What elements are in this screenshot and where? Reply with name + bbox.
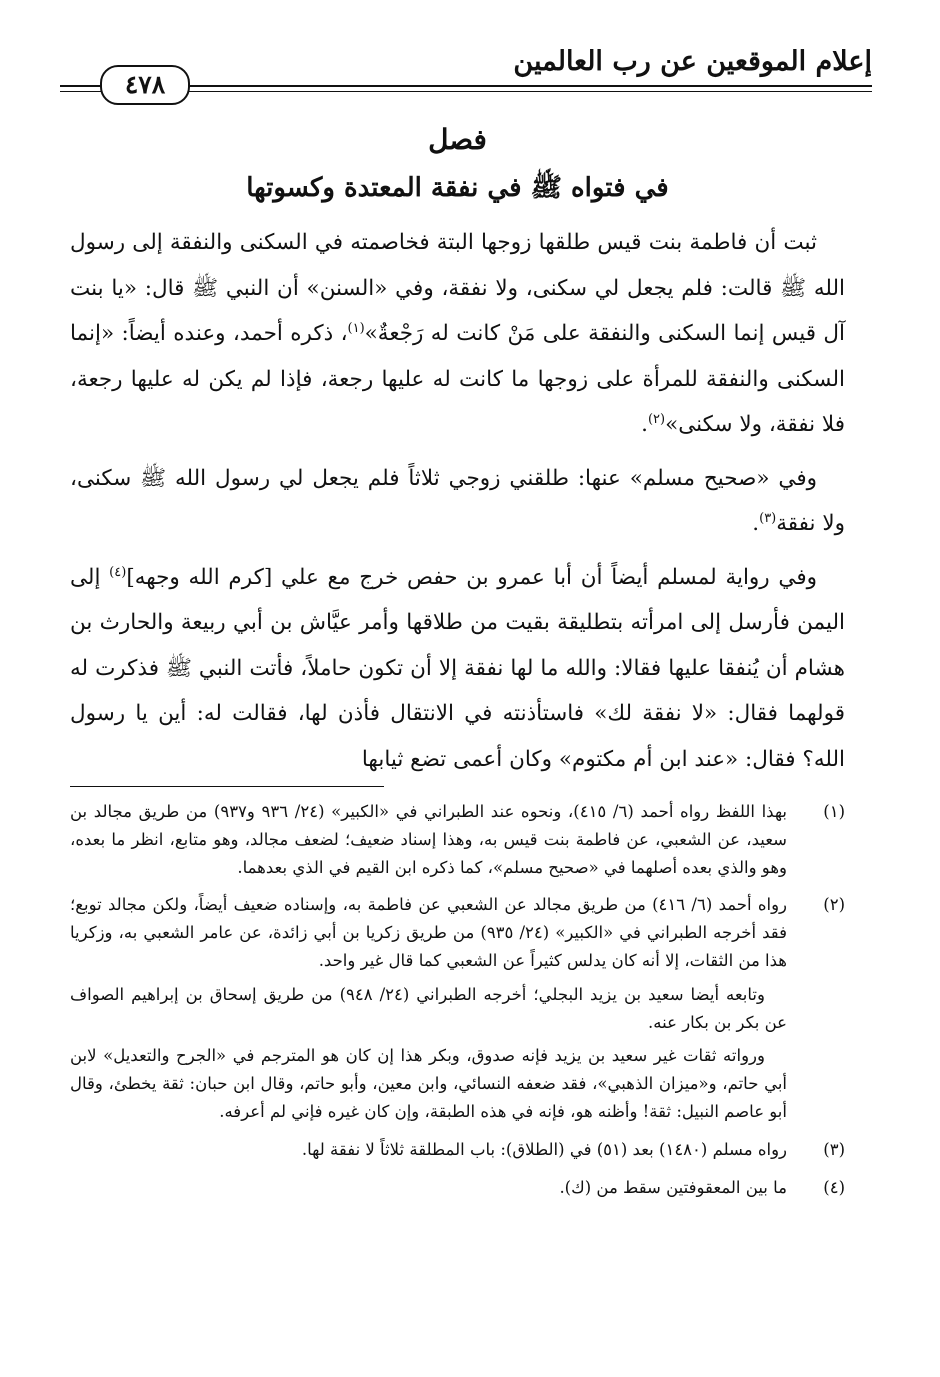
page-number: ٤٧٨ (100, 65, 190, 105)
footnote-text: رواه أحمد (٦/ ٤١٦) من طريق مجالد عن الشعبي عن فاطمة به، وإسناده ضعيف أيضاً، ولكن مجالد توبع؛ فقد أخرجه الطبراني في «الكبير» (٢٤/ ٩٣٥) من طريق زكريا بن أبي زائدة، عن عامر الشعبي به، وزكريا هذا من الثقات، إلا أنه كان يدلس كثيراً عن الشعبي كما قال غير واحد. (70, 895, 788, 970)
body-text (70, 220, 845, 782)
footnote-number: (٣) (823, 1139, 845, 1159)
footnote-2 (70, 891, 845, 1131)
footnote-body (70, 798, 787, 887)
paragraph-2 (70, 456, 845, 547)
paragraph-1-text: ثبت أن فاطمة بنت قيس طلقها زوجها البتة فخاصمته في السكنى والنفقة إلى رسول الله ﷺ قالت: فلم يجعل لي سكنى، ولا نفقة، وفي «السنن» أن النبي ﷺ قال: «يا بنت آل قيس إنما السكنى والنفقة على مَنْ كانت له رَجْعةٌ» (70, 230, 846, 346)
running-title: إعلام الموقعين عن رب العالمين (513, 46, 872, 77)
section-title: فصل (428, 123, 487, 156)
paragraph-3-text: وفي رواية لمسلم أيضاً أن أبا عمرو بن حفص خرج مع علي [كرم الله وجهه] (126, 564, 817, 590)
page-header (60, 38, 872, 98)
footnote-ref-4: (٤) (109, 564, 127, 580)
footnote-3 (70, 1136, 845, 1170)
footnote-text: وتابعه أيضا سعيد بن يزيد البجلي؛ أخرجه الطبراني (٢٤/ ٩٤٨) من طريق إسحاق بن إبراهيم الصواف عن بكر بن بكار عنه. (70, 984, 787, 1032)
footnote-text: بهذا اللفظ رواه أحمد (٦/ ٤١٥)، ونحوه عند الطبراني في «الكبير» (٢٤/ ٩٣٦ و٩٣٧) من طريق مجالد بن سعيد، عن الشعبي، عن فاطمة بنت قيس به، وهذا إسناد ضعيف؛ لضعف مجالد، وهو متابع، انظر ما بعده، وهو والذي بعده أصلهما في «صحيح مسلم»، كما ذكره ابن القيم في الذي بعدهما. (70, 802, 788, 877)
footnotes (70, 798, 845, 1211)
footnote-text: ما بين المعقوفتين سقط من (ك). (559, 1177, 787, 1197)
footnote-body (70, 891, 787, 1131)
footnote-4 (70, 1174, 845, 1208)
paragraph-1-end: . (641, 412, 648, 437)
paragraph-1 (70, 220, 845, 448)
footnote-number: (٢) (823, 895, 845, 915)
footnote-ref-3: (٣) (759, 510, 777, 526)
footnote-ref-1: (١) (347, 320, 365, 336)
footnote-separator (70, 786, 384, 787)
footnote-1 (70, 798, 845, 887)
paragraph-1-text-2: ، ذكره أحمد، وعنده أيضاً: «إنما السكنى والنفقة للمرأة على زوجها ما كانت له عليها رجعة، فإذا لم يكن له عليها رجعة، فلا نفقة، ولا سكنى» (70, 321, 845, 437)
footnote-text: رواه مسلم (١٤٨٠) بعد (٥١) في (الطلاق): باب المطلقة ثلاثاً لا نفقة لها. (301, 1139, 787, 1159)
paragraph-2-text: وفي «صحيح مسلم» عنها: طلقني زوجي ثلاثاً فلم يجعل لي رسول الله ﷺ سكنى، ولا نفقة (70, 465, 845, 536)
main-content (70, 120, 845, 786)
paragraph-2-end: . (752, 511, 760, 536)
footnote-number: (٤) (823, 1177, 845, 1197)
footnote-ref-2: (٢) (647, 411, 666, 427)
paragraph-3-text-2: إلى اليمن فأرسل إلى امرأته بتطليقة بقيت من طلاقها وأمر عيَّاش بن أبي ربيعة والحارث بن هشام أن يُنفقا عليها فقالا: والله ما لها نفقة إلا أن تكون حاملاً، فأتت النبي ﷺ فذكرت له قولهما فقال: «لا نفقة لك» فاستأذنته في الانتقال فأذن لها، فقالت له: أين يا رسول الله؟ فقال: «عند ابن أم مكتوم» وكان أعمى تضع ثيابها (70, 564, 845, 772)
section-subtitle: في فتواه ﷺ في نفقة المعتدة وكسوتها (246, 173, 669, 203)
footnote-body (70, 1174, 787, 1208)
footnote-number: (١) (823, 802, 845, 821)
footnote-body (70, 1136, 787, 1170)
paragraph-3 (70, 555, 845, 783)
footnote-text: ورواته ثقات غير سعيد بن يزيد فإنه صدوق، وبكر هذا إن كان هو المترجم في «الجرح والتعديل» لابن أبي حاتم، و«ميزان الذهبي»، فقد ضعفه النسائي، وابن معين، وأبو حاتم، وقال ابن حبان: ثقة يخطئ، وقال أبو عاصم النبيل: ثقة! وأظنه هو، فإنه في هذه الطبقة، وإن كان غيره فإني لم أعرفه. (70, 1046, 787, 1121)
